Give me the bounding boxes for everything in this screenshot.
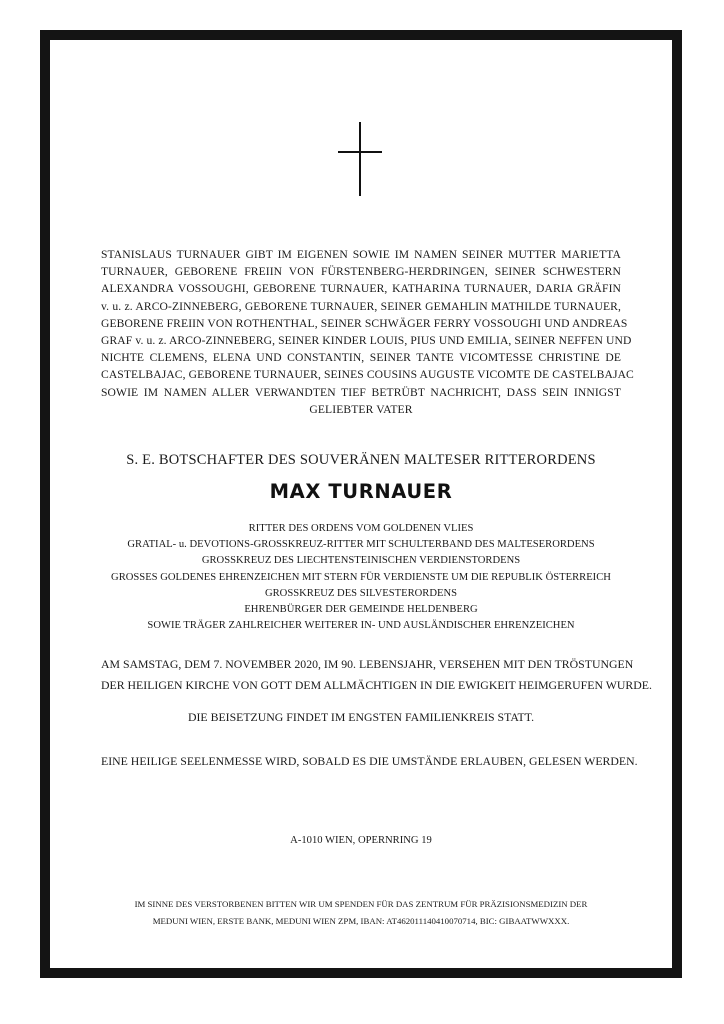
death-notice — [101, 654, 652, 695]
mass-notice — [101, 754, 638, 769]
donation-notice — [60, 896, 662, 929]
address: A-1010 WIEN, OPERNRING 19 — [290, 835, 432, 846]
intro-line: NICHTE CLEMENS, ELENA UND CONSTANTIN, SEINER TANTE VICOMTESSE CHRISTINE DE — [101, 351, 621, 365]
donation-line: IM SINNE DES VERSTORBENEN BITTEN WIR UM SPENDEN FÜR DAS ZENTRUM FÜR PRÄZISIONSMEDIZIN DER — [134, 899, 588, 909]
honor-item: EHRENBÜRGER DER GEMEINDE HELDENBERG — [244, 604, 478, 616]
intro-line: CASTELBAJAC, GEBORENE TURNAUER, SEINES COUSINS AUGUSTE VICOMTE DE CASTELBAJAC — [101, 368, 634, 382]
intro-line: STANISLAUS TURNAUER GIBT IM EIGENEN SOWIE IM NAMEN SEINER MUTTER MARIETTA — [101, 248, 621, 261]
intro-line: SOWIE IM NAMEN ALLER VERWANDTEN TIEF BETRÜBT NACHRICHT, DASS SEIN INNIGST — [101, 385, 621, 399]
burial-notice: DIE BEISETZUNG FINDET IM ENGSTEN FAMILIENKREIS STATT. — [187, 710, 535, 724]
honor-item: RITTER DES ORDENS VOM GOLDENEN VLIES — [248, 523, 474, 534]
honors-list — [60, 521, 662, 634]
intro-line: GEBORENE FREIIN VON ROTHENTHAL, SEINER SCHWÄGER FERRY VOSSOUGHI UND ANDREAS — [101, 316, 628, 330]
honor-item: SOWIE TRÄGER ZAHLREICHER WEITERER IN- UND AUSLÄNDISCHER EHRENZEICHEN — [147, 620, 575, 632]
intro-paragraph — [101, 246, 634, 418]
intro-line: v. u. z. ARCO-ZINNEBERG, GEBORENE TURNAUER, SEINER GEMAHLIN MATHILDE TURNAUER, — [101, 299, 621, 313]
death-line: AM SAMSTAG, DEM 7. NOVEMBER 2020, IM 90. LEBENSJAHR, VERSEHEN MIT DEN TRÖSTUNGEN — [101, 657, 634, 671]
intro-line: GRAF v. u. z. ARCO-ZINNEBERG, SEINER KINDER LOUIS, PIUS UND EMILIA, SEINER NEFFEN UND — [101, 334, 632, 348]
deceased-name: MAX TURNAUER — [269, 480, 453, 503]
intro-line: TURNAUER, GEBORENE FREIIN VON FÜRSTENBERG-HERDRINGEN, SEINER SCHWESTERN — [101, 265, 621, 279]
deceased-rank: S. E. BOTSCHAFTER DES SOUVERÄNEN MALTESER RITTERORDENS — [126, 452, 596, 468]
death-line: DER HEILIGEN KIRCHE VON GOTT DEM ALLMÄCHTIGEN IN DIE EWIGKEIT HEIMGERUFEN WURDE. — [101, 677, 652, 692]
honor-item: GRATIAL- u. DEVOTIONS-GROSSKREUZ-RITTER MIT SCHULTERBAND DES MALTESERORDENS — [127, 539, 595, 551]
honor-item: GROSSES GOLDENES EHRENZEICHEN MIT STERN FÜR VERDIENSTE UM DIE REPUBLIK ÖSTERREICH — [111, 571, 611, 583]
mass-line: EINE HEILIGE SEELENMESSE WIRD, SOBALD ES DIE UMSTÄNDE ERLAUBEN, GELESEN WERDEN. — [101, 754, 638, 768]
donation-line: MEDUNI WIEN, ERSTE BANK, MEDUNI WIEN ZPM, IBAN: AT462011140410070714, BIC: GIBAATWWXXX. — [152, 915, 570, 926]
cross-icon — [338, 122, 382, 196]
intro-last-line: GELIEBTER VATER — [309, 402, 413, 416]
intro-line: ALEXANDRA VOSSOUGHI, GEBORENE TURNAUER, KATHARINA TURNAUER, DARIA GRÄFIN — [101, 282, 621, 296]
honor-item: GROSSKREUZ DES LIECHTENSTEINISCHEN VERDIENSTORDENS — [201, 555, 521, 567]
honor-item: GROSSKREUZ DES SILVESTERORDENS — [264, 587, 458, 599]
